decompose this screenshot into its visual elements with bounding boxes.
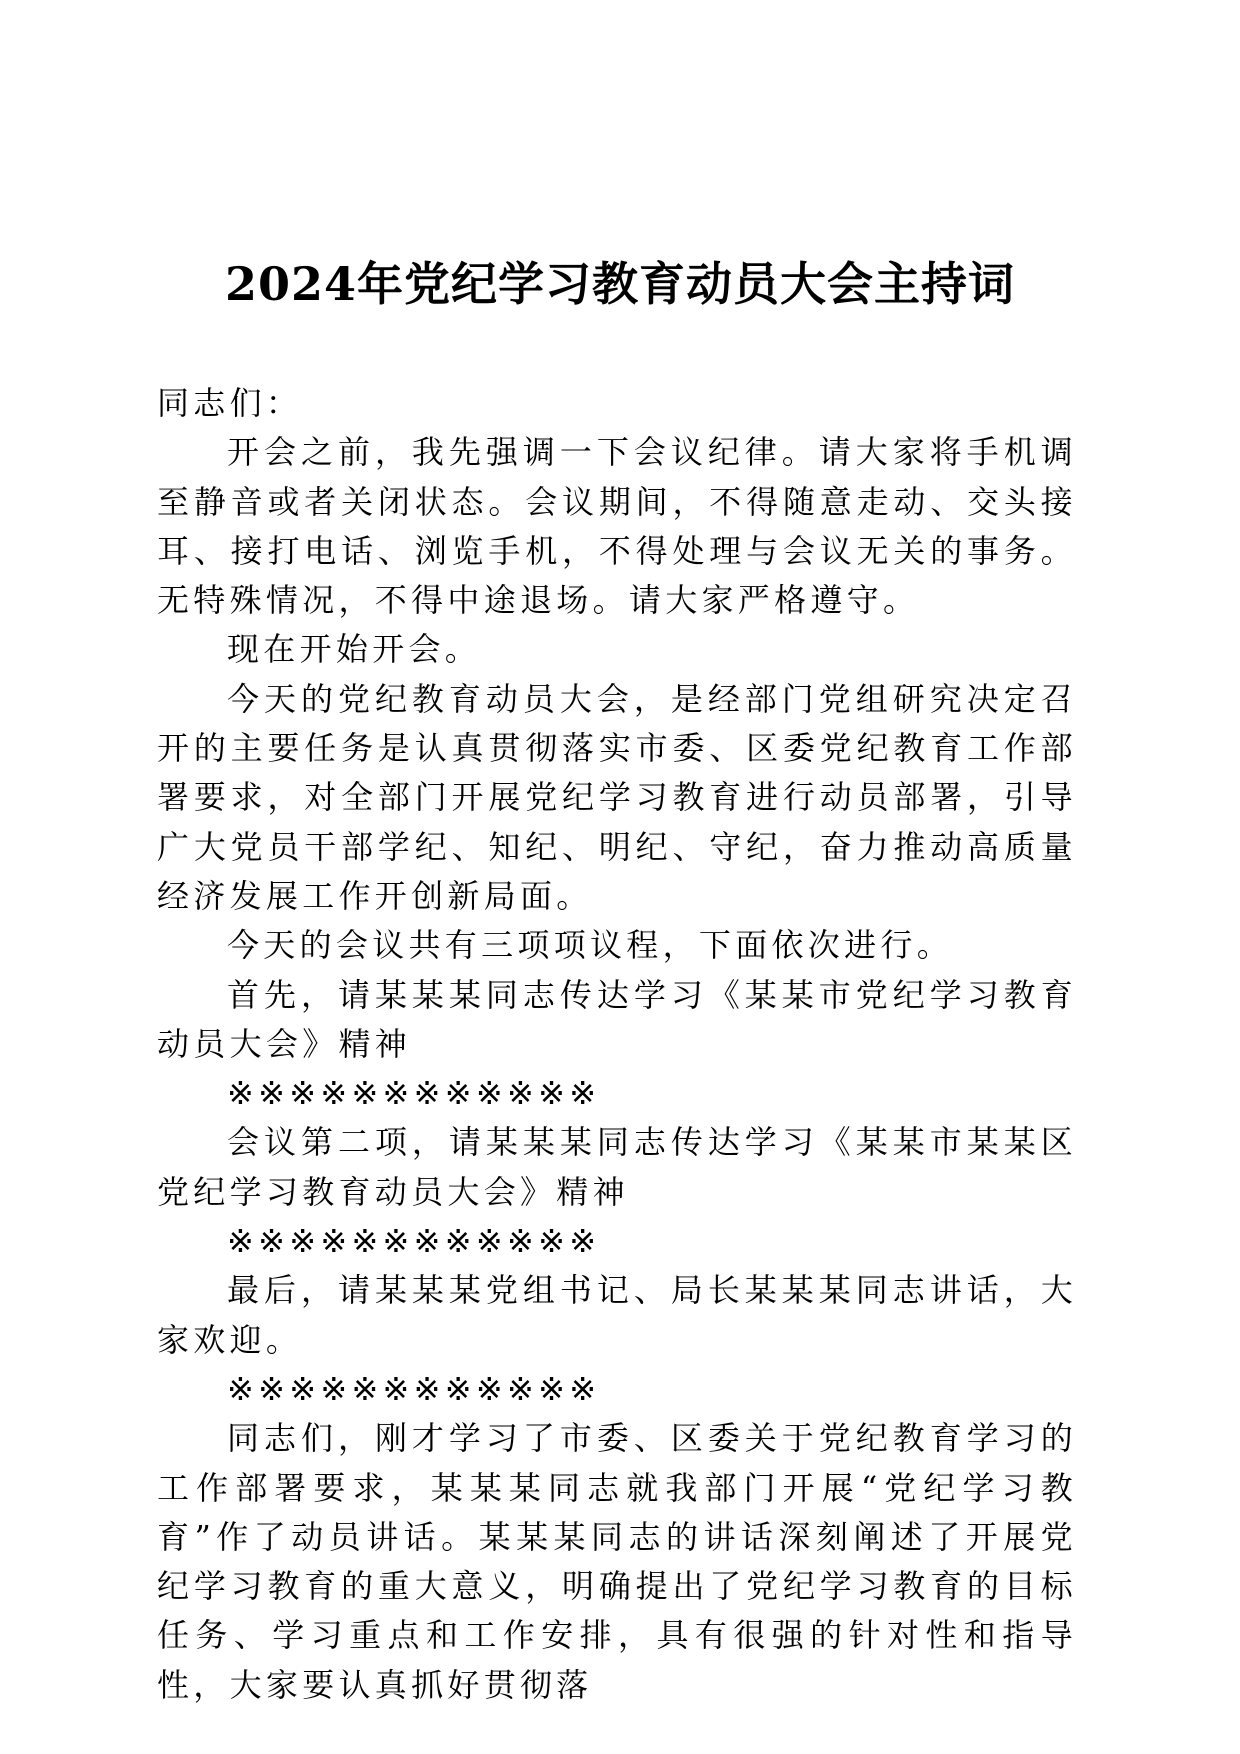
salutation-paragraph: 同志们：	[157, 384, 303, 422]
discipline-paragraph: 开会之前，我先强调一下会议纪律。请大家将手机调至静音或者关闭状态。会议期间，不得随意走动、交头接耳、接打电话、浏览手机，不得处理与会议无关的事务。无特殊情况，不得中途退场。请大家严格遵守。	[157, 433, 1077, 620]
meeting-start-paragraph: 现在开始开会。	[227, 630, 482, 669]
placeholder-marks-2: ※※※※※※※※※※※※	[227, 1222, 601, 1261]
agenda-item-2-paragraph: 会议第二项，请某某某同志传达学习《某某市某某区党纪学习教育动员大会》精神	[157, 1123, 1077, 1211]
summary-paragraph: 同志们，刚才学习了市委、区委关于党纪教育学习的工作部署要求，某某某同志就我部门开展“党纪学习教育”作了动员讲话。某某某同志的讲话深刻阐述了开展党纪学习教育的重大意义，明确提出了党纪学习教育的目标任务、学习重点和工作安排，具有很强的针对性和指导性，大家要认真抓好贯彻落	[157, 1419, 1077, 1704]
purpose-paragraph: 今天的党纪教育动员大会，是经部门党组研究决定召开的主要任务是认真贯彻落实市委、区委党纪教育工作部署要求，对全部门开展党纪学习教育进行动员部署，引导广大党员干部学纪、知纪、明纪、守纪，奋力推动高质量经济发展工作开创新局面。	[157, 679, 1077, 915]
agenda-paragraph: 今天的会议共有三项项议程，下面依次进行。	[227, 926, 954, 965]
document-body	[157, 379, 1077, 1710]
agenda-item-3-paragraph: 最后，请某某某党组书记、局长某某某同志讲话，大家欢迎。	[157, 1271, 1077, 1359]
placeholder-marks-3: ※※※※※※※※※※※※	[227, 1369, 601, 1408]
document-title: 2024年党纪学习教育动员大会主持词	[224, 257, 1016, 311]
agenda-item-1-paragraph: 首先，请某某某同志传达学习《某某市党纪学习教育动员大会》精神	[157, 975, 1077, 1063]
placeholder-marks-1: ※※※※※※※※※※※※	[227, 1074, 601, 1113]
